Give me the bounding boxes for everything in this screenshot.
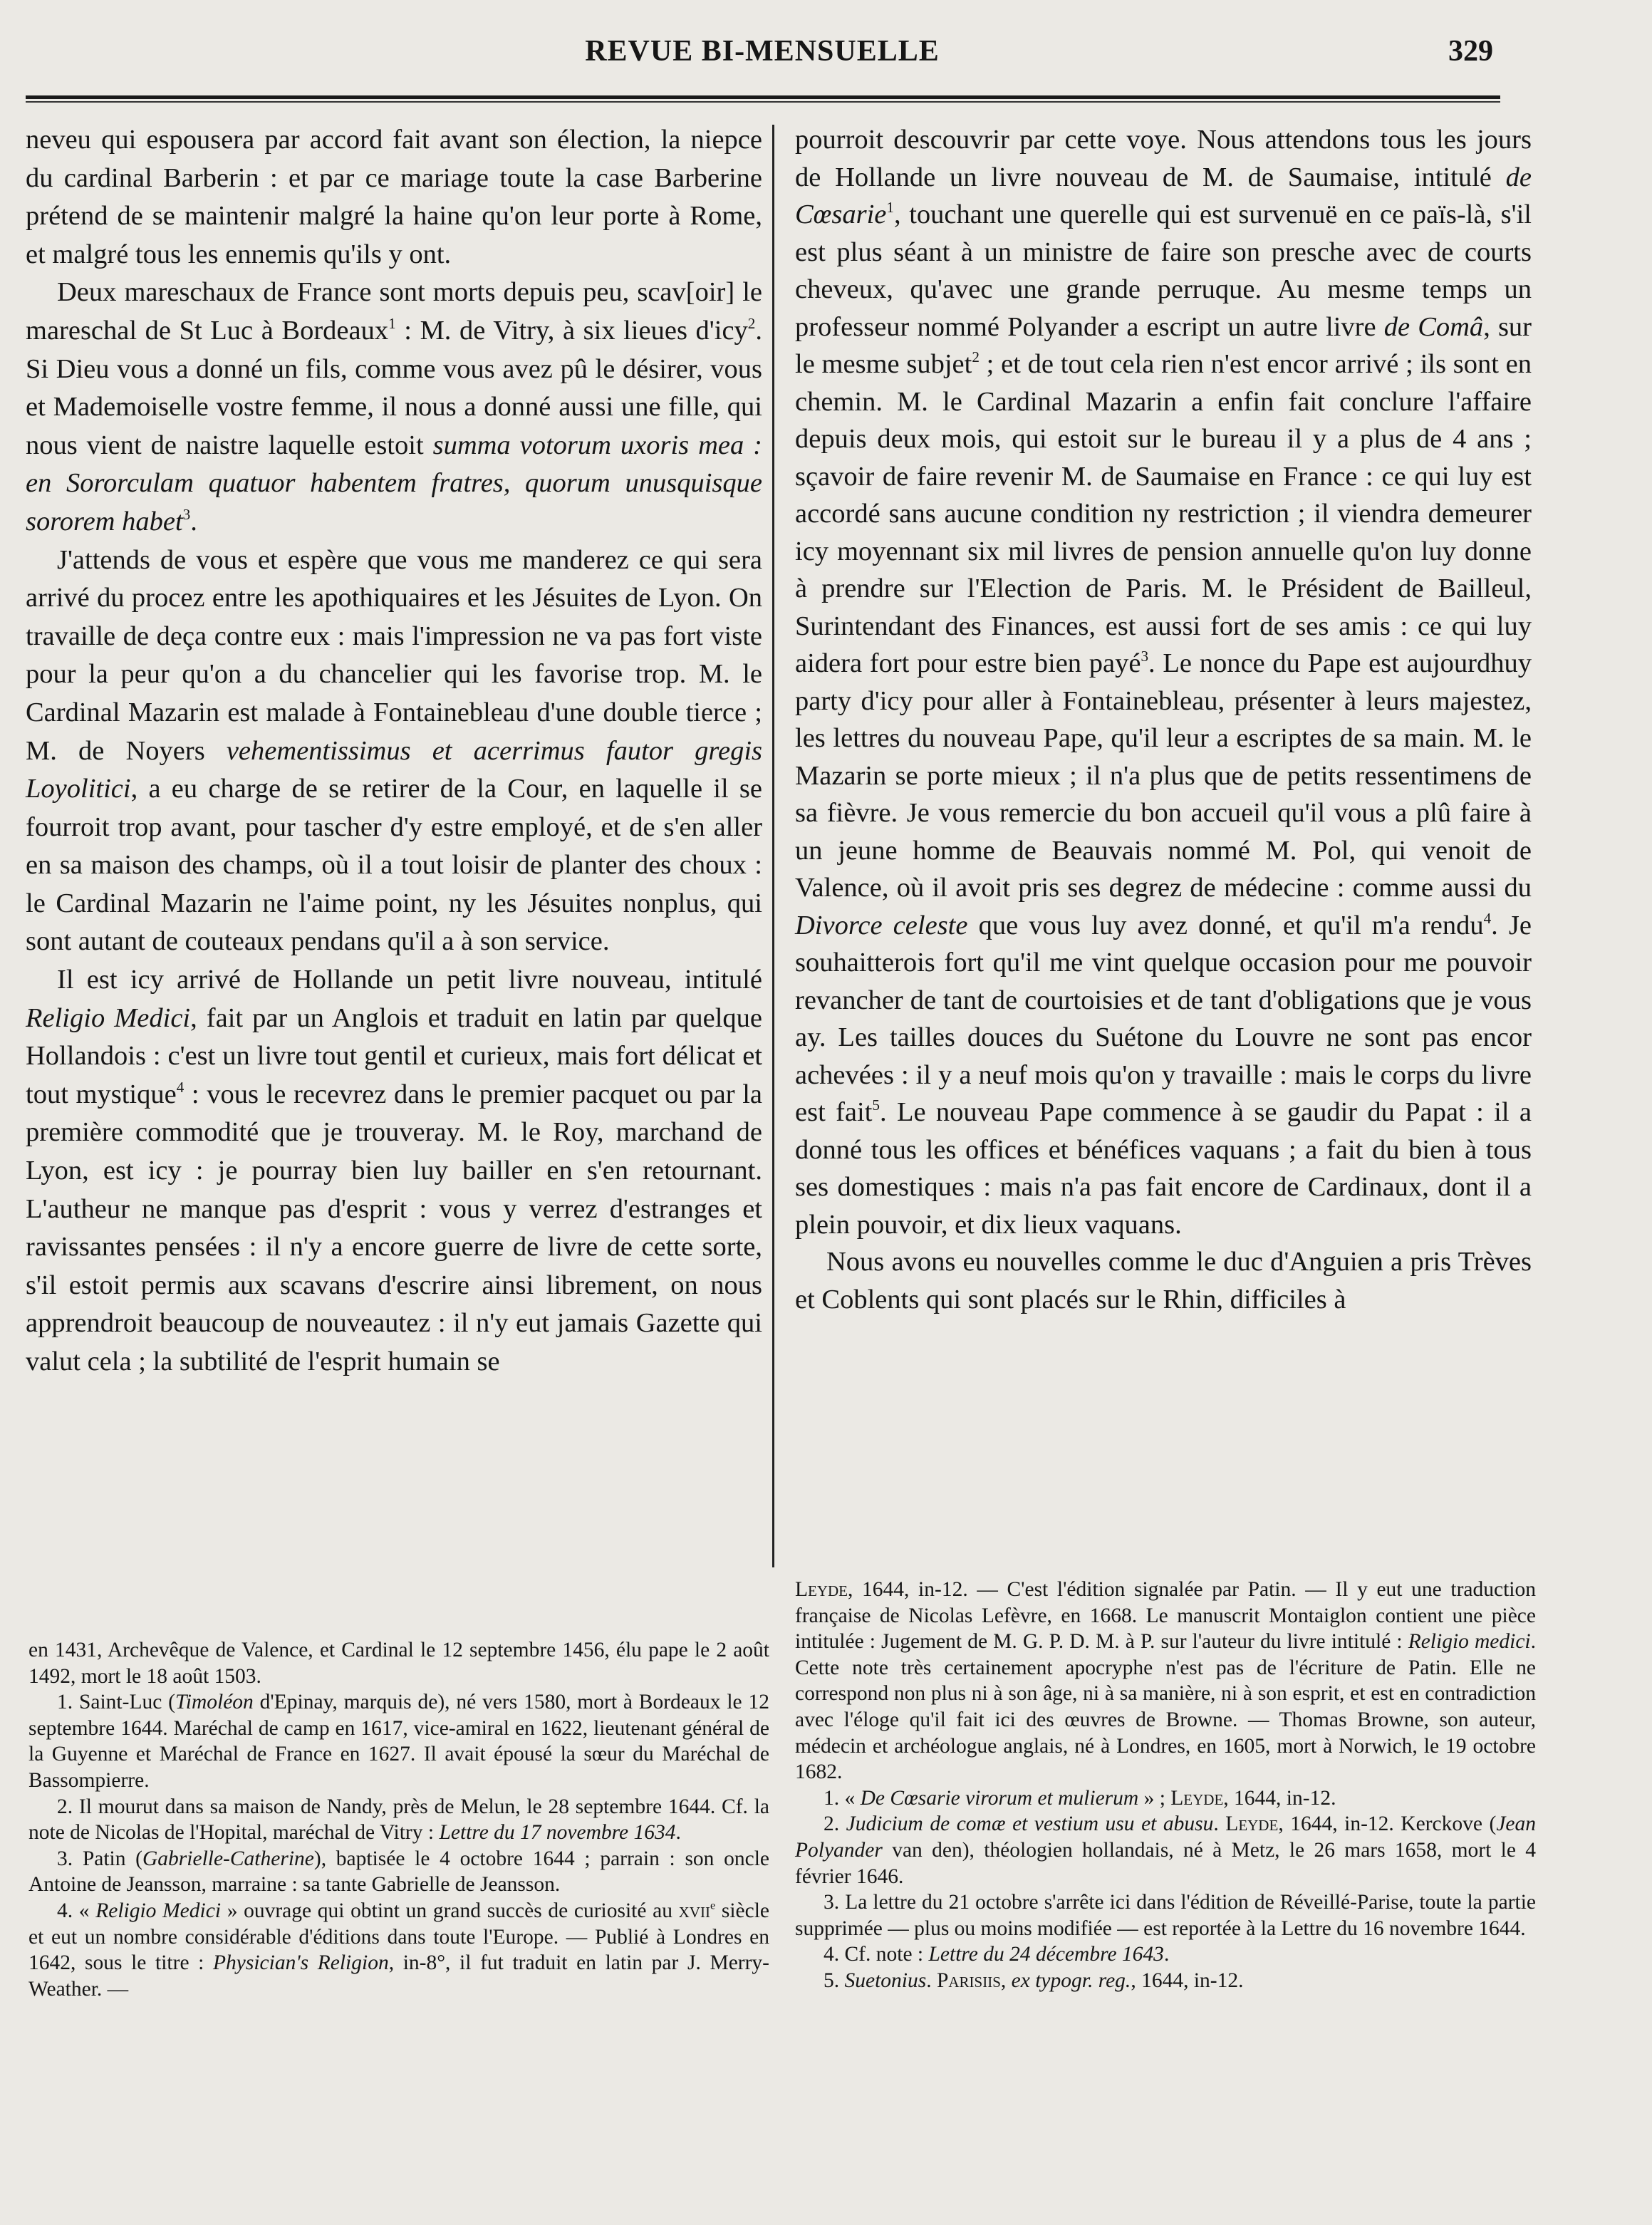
text-run: Timoléon (175, 1691, 254, 1714)
paragraph (26, 541, 762, 962)
footnote-ref: 5 (872, 1096, 880, 1114)
book-title: Religio Medici (26, 1002, 191, 1033)
footnote-2 (28, 1794, 769, 1846)
text-run: ex typogr. reg. (1011, 1969, 1131, 1992)
text-run: » ; (1138, 1786, 1171, 1810)
footnote-ref: 1 (886, 199, 894, 217)
footnote-3: 3. La lettre du 21 octobre s'arrête ici dans l'édition de Réveillé-Parise, toute la partie supprimée — plus ou moins modifiée — est reportée à la Lettre du 16 novembre 1644. (795, 1891, 1536, 1940)
text-run: Leyde (1170, 1786, 1224, 1810)
text-run: 1. Saint-Luc ( (57, 1691, 175, 1714)
footnotes-left (28, 1637, 769, 2002)
text-run: . (926, 1969, 937, 1992)
text-run: : M. de Vitry, à six lieues d'icy (395, 315, 748, 346)
text-run: pourroit descouvrir par cette voye. Nous attendons tous les jours de Hollande un livre nouveau de M. de Saumaise, intitulé (795, 125, 1532, 192)
paragraph (795, 121, 1532, 1243)
page-header (28, 34, 1496, 77)
right-column (795, 121, 1532, 1318)
footnote-1 (795, 1785, 1536, 1812)
footnote-ref: 1 (388, 315, 396, 333)
footnote-4 (28, 1898, 769, 2002)
footnote-ref: 4 (1483, 909, 1492, 927)
text-run: Suetonius (844, 1969, 927, 1992)
footnote-1 (28, 1689, 769, 1793)
text-run: , (1000, 1969, 1012, 1992)
text-run: 3. Patin ( (57, 1847, 142, 1870)
text-run: De Cœsarie virorum et mulierum (860, 1786, 1139, 1810)
text-run: 1. « (824, 1786, 861, 1810)
paragraph: Nous avons eu nouvelles comme le duc d'Anguien a pris Trèves et Coblents qui sont placés sur le Rhin, difficiles à (795, 1247, 1532, 1314)
text-run: 5. (824, 1969, 845, 1992)
footnote-ref: 3 (182, 506, 191, 524)
column-divider (772, 125, 774, 1567)
footnote-4 (795, 1941, 1536, 1968)
text-run: . Je souhaitterois fort qu'il me vint quelque occasion pour me pouvoir revancher de tant de courtoisies et de tant d'obligations que je vous ay. Les tailles douces du Suétone du Louvre ne sont pas encor achevées : il y a neuf mois qu'on y travaille : mais le corps du livre est fait (795, 910, 1532, 1127)
text-run: d'Epinay, marquis de), né vers 1580, mort à Bordeaux le 12 septembre 1644. Maréchal de camp en 1617, vice-amiral en 1622, lieutenant général de la Guyenne et Maréchal de France en 1627. Il avait épousé la sœur du Maréchal de Bassompierre. (28, 1691, 769, 1792)
text-run: , sur le mesme subjet (795, 311, 1532, 379)
text-run: xvii (678, 1899, 710, 1922)
text-run: Jean Polyander (795, 1812, 1537, 1862)
text-run: . Le nonce du Pape est aujourdhuy party d'icy pour aller à Fontainebleau, présenter à leurs majestez, les lettres du nouveau Pape, qu'il leur a escriptes de sa main. M. le Mazarin se porte mieux ; il n'a plus que de petits ressentimens de sa fièvre. Je vous remercie du bon accueil qu'il vous a plû faire à un jeune homme de Beauvais nommé M. Pol, qui venoit de Valence, où il avoit pris ses degrez de médecine : comme aussi du (795, 648, 1532, 903)
latin-quote: summa votorum uxoris mea : en Sororculam quatuor habentem fratres, quorum unusquisque sororem habet (26, 430, 762, 536)
text-run: , touchant une querelle qui est survenuë en ce païs-là, s'il est plus séant à un ministre de faire son presche avec de courts cheveux, qu'avec une grande perruque. Au mesme temps un professeur nommé Polyander a escript un autre livre (795, 199, 1532, 342)
text-run: 2. Il mourut dans sa maison de Nandy, près de Melun, le 28 septembre 1644. Cf. la note de Nicolas de l'Hopital, maréchal de Vitry : (28, 1795, 769, 1845)
footnote-ref: 2 (972, 348, 980, 366)
header-rule (26, 95, 1500, 99)
text-run: . Le nouveau Pape commence à se gaudir du Papat : il a donné tous les offices et bénéfices vaquans ; a fait du bien à tous ses domestiques : mais n'a pas fait encore de Cardinaux, dont il a plein pouvoir, et dix lieux vaquans. (795, 1097, 1532, 1240)
footnote-ref: 3 (1141, 648, 1149, 665)
text-run: : vous le recevrez dans le premier pacquet ou par la première commodité que je trouveray. M. le Roy, marchand de Lyon, est icy : je pourray bien luy bailler en s'en retournant. L'autheur ne manque pas d'esprit : vous y verrez d'estranges et ravissantes pensées : il n'y a encore guerre de livre de cette sorte, s'il estoit permis aux scavans d'escrire ainsi librement, on nous apprendroit beaucoup de nouveautez : il n'y eut jamais Gazette qui valut cela ; la subtilité de l'esprit humain se (26, 1079, 762, 1376)
text-run: siècle et eut un nombre considérable d'éditions dans toute l'Europe. — Publié à Londres en 1642, sous le titre : (28, 1899, 769, 1975)
text-run: Lettre du 17 novembre 1634 (439, 1821, 676, 1845)
text-run: Il est icy arrivé de Hollande un petit livre nouveau, intitulé (57, 965, 762, 995)
text-run: , a eu charge de se retirer de la Cour, en laquelle il se fourroit trop avant, pour tascher d'y estre employé, et de s'en aller en sa maison des champs, où il a tout loisir de planter des choux : le Cardinal Mazarin ne l'aime point, ny les Jésuites nonplus, qui sont autant de couteaux pendans qu'il a à son service. (26, 774, 762, 957)
text-run: , 1644, in-12. (1223, 1786, 1336, 1810)
footnote-ref: 2 (747, 315, 756, 333)
text-run: , fait par un Anglois et traduit en latin par quelque Hollandois : c'est un livre tout gentil et curieux, mais fort délicat et tout mystique (26, 1002, 762, 1109)
footnote-2 (795, 1811, 1536, 1889)
paragraph (26, 961, 762, 1381)
text-run: Deux mareschaux de France sont morts depuis peu, scav[oir] le mareschal de St Luc à Bordeaux (26, 277, 762, 346)
text-run: J'attends de vous et espère que vous me manderez ce qui sera arrivé du procez entre les apothiquaires et les Jésuites de Lyon. On travaille de deça contre eux : mais l'impression ne va pas fort viste pour la peur qu'on a du chancelier qui les favorise trop. M. le Cardinal Mazarin est malade à Fontainebleau d'une double tierce ; M. de Noyers (26, 544, 762, 766)
footnote-continued (795, 1577, 1536, 1785)
book-title: de Comâ (1383, 311, 1484, 342)
text-run: van den), théologien hollandais, né à Metz, le 26 mars 1658, mort le 4 février 1646. (795, 1838, 1536, 1888)
header-rule-thin (26, 101, 1500, 103)
text-run: Lettre du 24 décembre 1643 (928, 1943, 1164, 1966)
text-run: . (1213, 1812, 1226, 1836)
paragraph: neveu qui espousera par accord fait avant son élection, la niepce du cardinal Barberin : et par ce mariage toute la case Barberine prétend de se maintenir malgré la haine qu'on leur porte à Rome, et malgré tous les ennemis qu'ils y ont. (26, 125, 762, 269)
text-run: 2. (824, 1812, 846, 1836)
text-run: Religio medici (1408, 1630, 1531, 1654)
text-run: e (710, 1899, 716, 1912)
footnote-5 (795, 1968, 1536, 1994)
text-run: ; et de tout cela rien n'est encor arrivé ; ils sont en chemin. M. le Cardinal Mazarin a enfin fait conclure l'affaire depuis deux mois, qui estoit sur le bureau il y a plus de 4 ans ; sçavoir de faire revenir M. de Saumaise en France : ce qui luy est accordé sans aucune condition ny restriction ; il viendra demeurer icy moyennant six mil livres de pension annuelle qu'on luy donne à prendre sur l'Election de Paris. M. le Président de Bailleul, Surintendant des Finances, est aussi fort de ses amis : ce qui luy aidera fort pour estre bien payé (795, 349, 1532, 678)
book-title: Divorce celeste (795, 910, 968, 940)
text-run: Religio Medici (95, 1899, 222, 1922)
text-run: » ouvrage qui obtint un grand succès de curiosité au (221, 1899, 679, 1922)
text-run: Judicium de comæ et vestium usu et abusu (846, 1812, 1214, 1836)
text-run: Physician's Religion (213, 1951, 389, 1975)
footnote-3 (28, 1846, 769, 1898)
page-number: 329 (1448, 35, 1493, 68)
text-run: Leyde (795, 1578, 848, 1601)
text-run: . Cette note très certainement apocryphe n'est pas de l'écriture de Patin. Elle ne correspond non plus ni à son âge, ni à sa manière, ni à son esprit, et est en contradiction avec l'éloge qu'il fait ici des œuvres de Browne. — Thomas Browne, son auteur, médecin et archéologue anglais, né à Londres, en 1605, mort à Norwich, le 19 octobre 1682. (795, 1630, 1536, 1784)
left-column (26, 121, 762, 1381)
book-title: de Cœsarie (795, 162, 1532, 229)
latin-quote: vehementissimus et acerrimus fautor gregis Loyolitici (26, 735, 762, 804)
running-title: REVUE BI-MENSUELLE (585, 35, 940, 68)
text-run: Leyde (1225, 1812, 1279, 1836)
text-run: , 1644, in-12. — C'est l'édition signalée par Patin. — Il y eut une traduction française de Nicolas Lefèvre, en 1668. Le manuscrit Montaiglon contient une pièce intitulée : Jugement de M. G. P. D. M. à P. sur l'auteur du livre intitulé : (795, 1578, 1536, 1654)
text-run: . (675, 1821, 681, 1845)
footnotes-right (795, 1577, 1536, 1994)
text-run: ), baptisée le 4 octobre 1644 ; parrain : son oncle Antoine de Jeansson, marraine : sa tante Gabrielle de Jeansson. (28, 1847, 770, 1897)
text-run: 4. « (57, 1899, 96, 1922)
text-run: Gabrielle-Catherine (142, 1847, 314, 1870)
footnote-continued: en 1431, Archevêque de Valence, et Cardinal le 12 septembre 1456, élu pape le 2 août 1492, mort le 18 août 1503. (28, 1639, 769, 1688)
footnote-ref: 4 (176, 1079, 185, 1096)
text-run: . (190, 506, 197, 536)
text-run: 4. Cf. note : (824, 1943, 929, 1966)
text-run: , 1644, in-12. (1131, 1969, 1244, 1992)
text-run: Parisiis (936, 1969, 1001, 1992)
text-run: . (1163, 1943, 1170, 1966)
text-run: , in-8°, il fut traduit en latin par J. Merry-Weather. — (28, 1951, 770, 2001)
text-run: , 1644, in-12. Kerckove ( (1278, 1812, 1497, 1836)
text-run: que vous luy avez donné, et qu'il m'a rendu (967, 910, 1484, 940)
paragraph (26, 274, 762, 541)
text-run: . Si Dieu vous a donné un fils, comme vous avez pû le désirer, vous et Mademoiselle vostre femme, il nous a donné aussi une fille, qui nous vient de naistre laquelle estoit (26, 315, 762, 460)
